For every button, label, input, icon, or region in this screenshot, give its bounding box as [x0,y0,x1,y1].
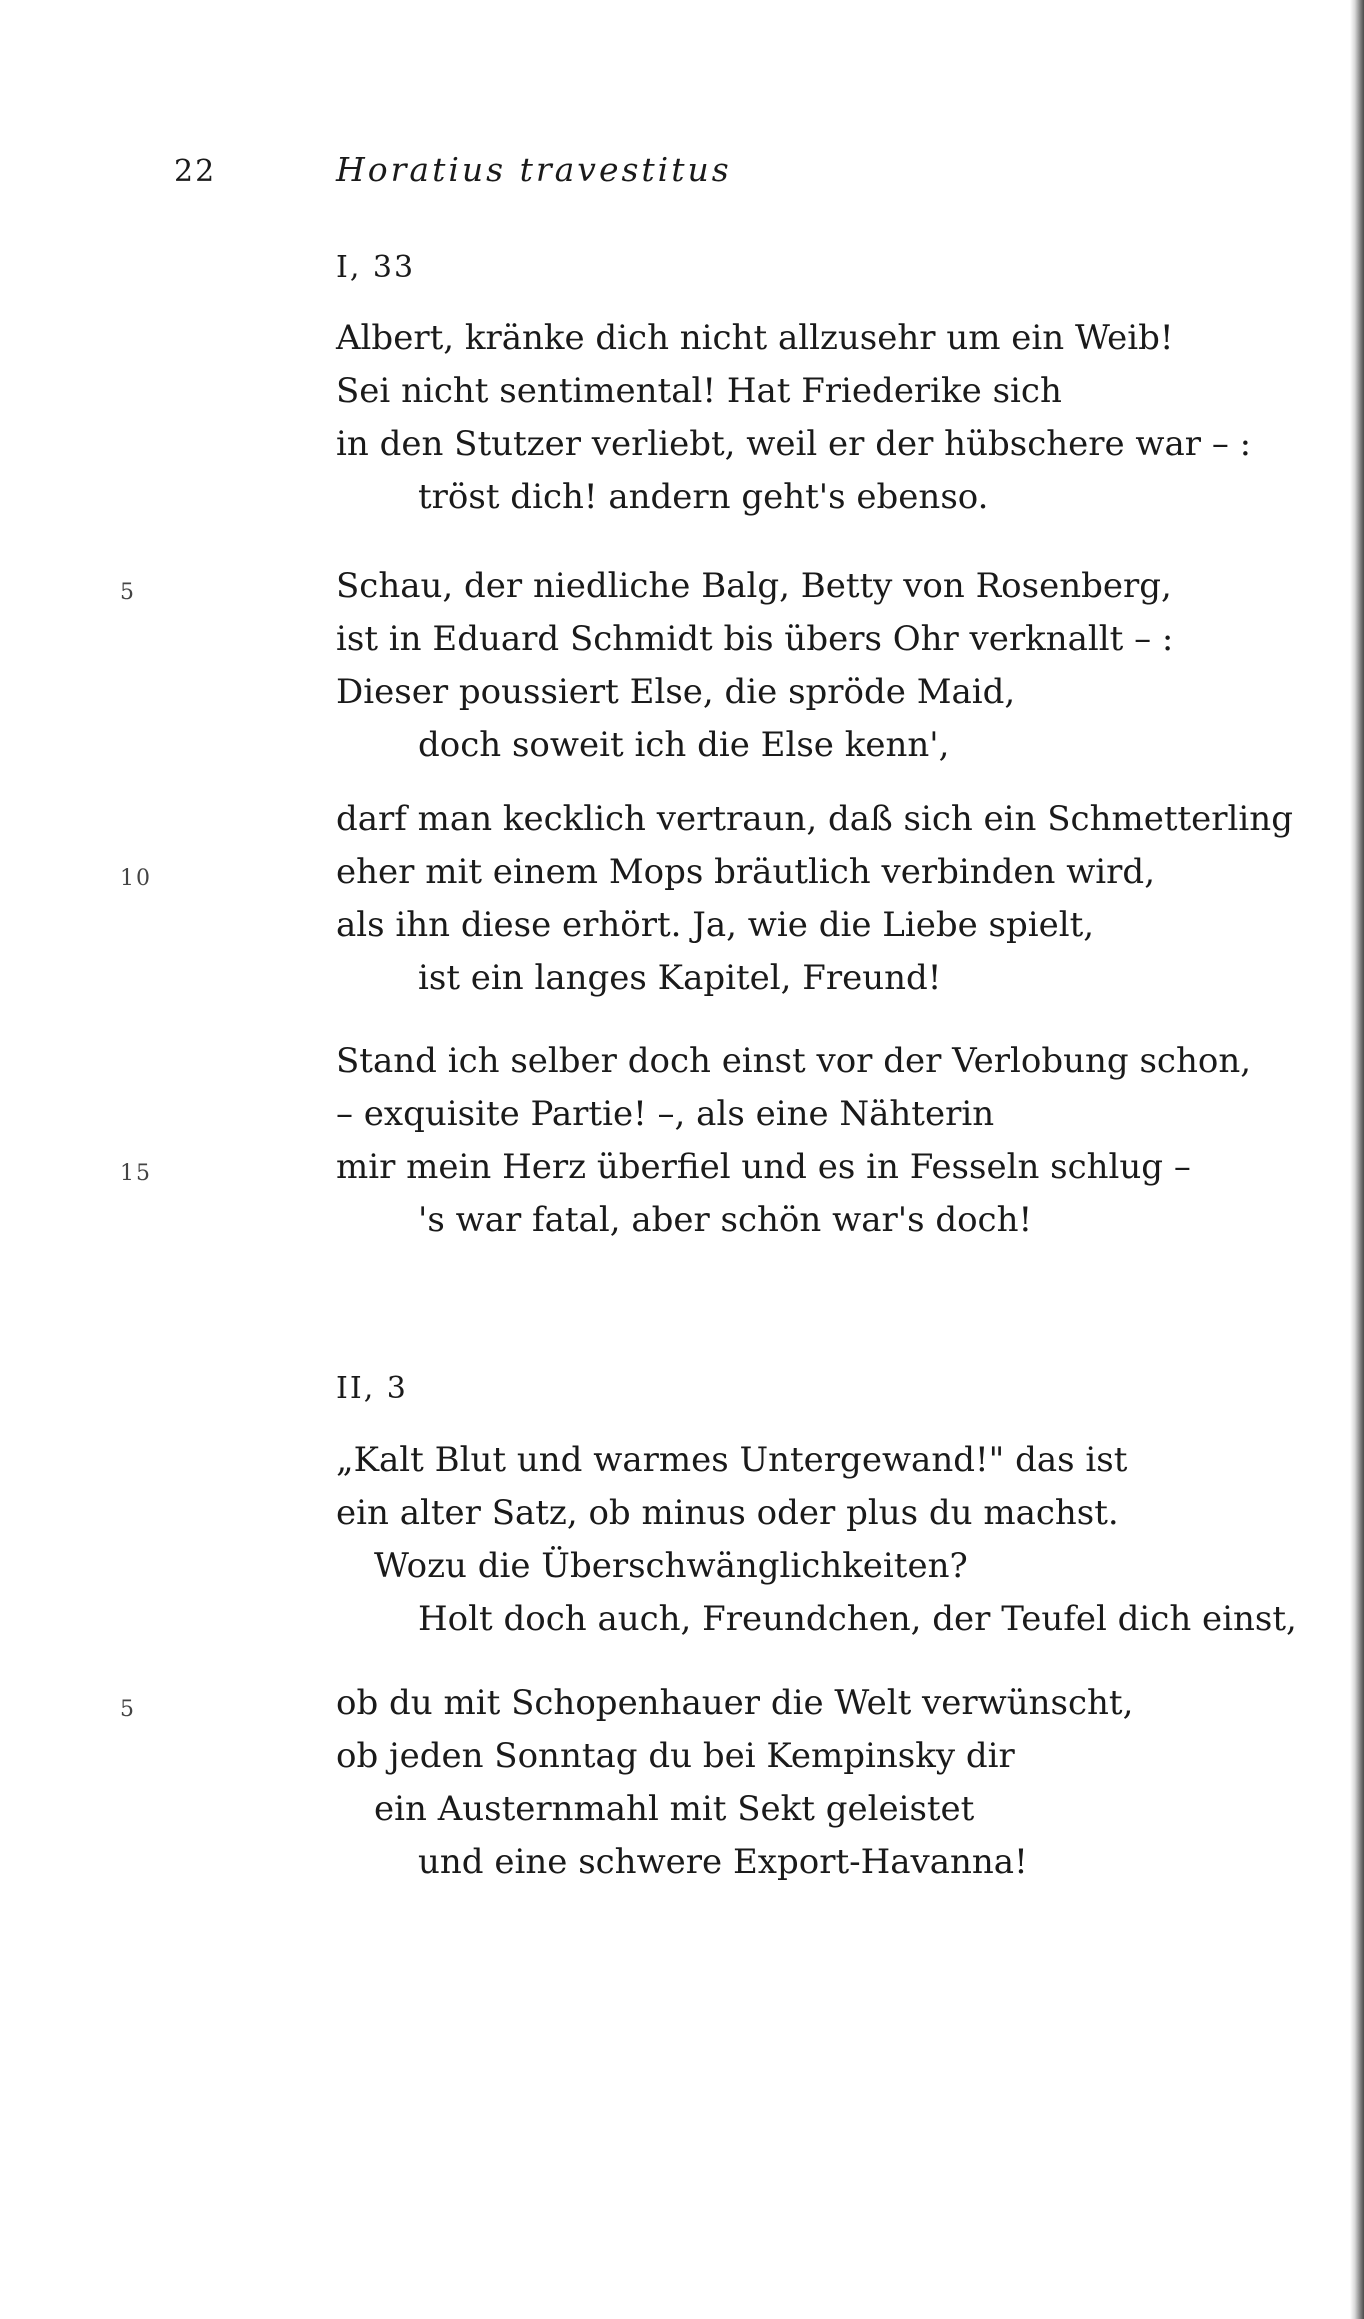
verse-line: 's war fatal, aber schön war's doch! [418,1200,1033,1240]
poem-2-stanza-2 [120,1677,1196,1889]
verse-line: darf man kecklich vertraun, daß sich ein Schmetterling [336,799,1293,839]
verse-line: in den Stutzer verliebt, weil er der hübschere war – : [336,424,1252,464]
line-number: 10 [120,866,152,891]
running-title: Horatius travestitus [336,150,732,189]
verse-line: 15 mir mein Herz überfiel und es in Fesseln schlug – [336,1141,1196,1194]
verse-line: doch soweit ich die Else kenn', [418,725,950,765]
poem-1-stanza-4 [120,1035,1252,1247]
poem-1-stanza-1 [336,312,1252,524]
page-edge-shadow [1350,0,1364,2319]
verse-line: ob jeden Sonntag du bei Kempinsky dir [336,1736,1015,1776]
verse-line: 5 ob du mit Schopenhauer die Welt verwünscht, [336,1677,1196,1730]
verse-line: Wozu die Überschwänglichkeiten? [374,1546,968,1586]
verse-line: Albert, kränke dich nicht allzusehr um ein Weib! [336,318,1174,358]
page-number: 22 [174,154,217,189]
verse-line: und eine schwere Export-Havanna! [418,1842,1028,1882]
verse-line: Dieser poussiert Else, die spröde Maid, [336,672,1016,712]
verse-line: Stand ich selber doch einst vor der Verlobung schon, [336,1041,1252,1081]
poem-number-1: I, 33 [336,250,416,285]
page-header [0,150,1364,200]
line-number: 5 [120,580,136,605]
verse-line: „Kalt Blut und warmes Untergewand!" das ist [336,1440,1128,1480]
verse-line: ein alter Satz, ob minus oder plus du machst. [336,1493,1119,1533]
line-number: 15 [120,1161,152,1186]
verse-line: Sei nicht sentimental! Hat Friederike sich [336,371,1062,411]
verse-line: Holt doch auch, Freundchen, der Teufel dich einst, [418,1599,1297,1639]
verse-line: 10 eher mit einem Mops bräutlich verbinden wird, [336,846,1196,899]
verse-line: ist in Eduard Schmidt bis übers Ohr verknallt – : [336,619,1174,659]
poem-1-stanza-2 [120,560,1196,772]
verse-line: als ihn diese erhört. Ja, wie die Liebe spielt, [336,905,1095,945]
verse-line: – exquisite Partie! –, als eine Nähterin [336,1094,995,1134]
verse-line: 5 Schau, der niedliche Balg, Betty von Rosenberg, [336,560,1196,613]
poem-2-stanza-1 [336,1434,1297,1646]
verse-line: ist ein langes Kapitel, Freund! [418,958,942,998]
poem-1-stanza-3 [120,793,1293,1005]
poem-number-2: II, 3 [336,1371,408,1406]
line-number: 5 [120,1697,136,1722]
verse-line: ein Austernmahl mit Sekt geleistet [374,1789,975,1829]
verse-line: tröst dich! andern geht's ebenso. [418,477,989,517]
